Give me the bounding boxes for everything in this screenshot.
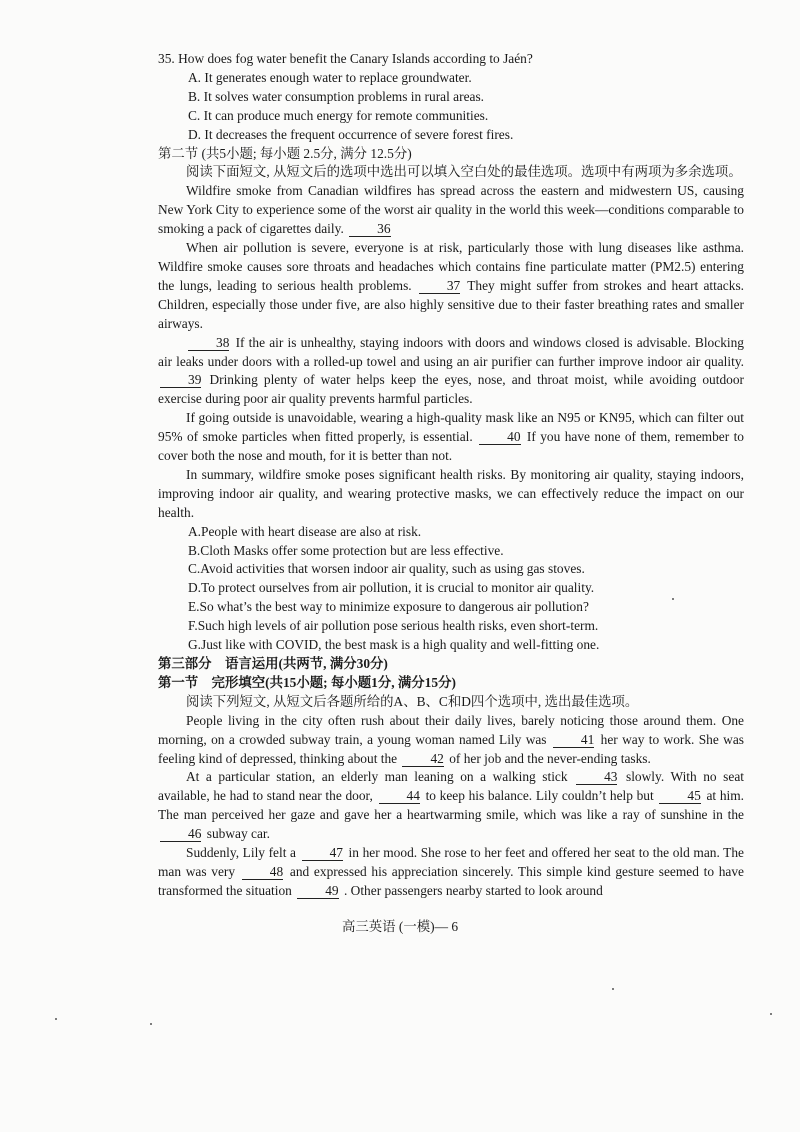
blank-49[interactable]: 49: [297, 884, 338, 899]
question-35-stem: 35. How does fog water benefit the Canary Islands according to Jaén?: [158, 51, 533, 66]
scan-speck: [770, 1013, 772, 1015]
paragraph-text: to keep his balance. Lily couldn’t help but: [421, 788, 658, 804]
paragraph-text: Suddenly, Lily felt a: [186, 845, 300, 861]
part-3-section-1-heading: 第一节 完形填空(共15小题; 每小题1分, 满分15分): [158, 674, 456, 690]
paragraph-text: subway car.: [203, 826, 270, 842]
blank-36[interactable]: 36: [349, 222, 390, 237]
paragraph-text: If the air is unhealthy, staying indoors with doors and windows closed is advisable. Blocking air leaks under doors with a rolled-up towel and using an air purifier can further improve indoor air quality.: [158, 334, 744, 369]
paragraph-text: slowly. With no seat available, he had to stand near the door,: [158, 769, 744, 804]
choice-b: B.Cloth Masks offer some protection but are less effective.: [188, 542, 504, 558]
scan-speck: [672, 598, 674, 600]
blank-48[interactable]: 48: [242, 865, 283, 880]
choice-list: [158, 523, 744, 655]
choice-d: D.To protect ourselves from air pollution, it is crucial to monitor air quality.: [188, 580, 595, 596]
choice-c: C.Avoid activities that worsen indoor air quality, such as using gas stoves.: [188, 561, 585, 577]
paragraph-text: Wildfire smoke from Canadian wildfires has spread across the eastern and midwestern US, causing New York City to experience some of the worst air quality in the world this week—conditions comparable to smoking a pack of cigarettes daily.: [158, 183, 744, 237]
paragraph-text: her way to work. She was feeling kind of depressed, thinking about the: [158, 731, 745, 766]
blank-38[interactable]: 38: [188, 336, 229, 351]
part-3-heading: 第三部分 语言运用(共两节, 满分30分): [158, 656, 388, 671]
blank-39[interactable]: 39: [160, 373, 201, 388]
section-2-instruction: 阅读下面短文, 从短文后的选项中选出可以填入空白处的最佳选项。选项中有两项为多余选项。: [186, 164, 742, 180]
option-a: A. It generates enough water to replace groundwater.: [188, 69, 472, 85]
paragraph-text: When air pollution is severe, everyone is at risk, particularly those with lung diseases like asthma. Wildfire smoke causes sore throats and headaches which contains fine particulate matter (PM2.5) entering the lungs, leading to serious health problems.: [158, 240, 744, 293]
passage-paragraph-3: [158, 334, 744, 410]
blank-43[interactable]: 43: [576, 770, 617, 785]
passage-paragraph-5: [158, 466, 744, 523]
paragraph-text: of her job and the never-ending tasks.: [445, 750, 651, 766]
question-35: [158, 50, 744, 145]
paragraph-text: At a particular station, an elderly man leaning on a walking stick: [186, 769, 575, 785]
choice-e: E.So what’s the best way to minimize exposure to dangerous air pollution?: [188, 599, 589, 615]
option-d: D. It decreases the frequent occurrence of severe forest fires.: [188, 126, 514, 142]
blank-41[interactable]: 41: [553, 733, 594, 748]
passage-paragraph-1: [158, 182, 744, 239]
paragraph-text: Drinking plenty of water helps keep the eyes, nose, and throat moist, while avoiding outdoor exercise during poor air quality prevents harmful particles.: [158, 372, 744, 407]
section-2-heading: 第二节 (共5小题; 每小题 2.5分, 满分 12.5分): [158, 145, 412, 161]
paragraph-text: If you have none of them, remember to cover both the nose and mouth, for it is better than not.: [158, 429, 745, 464]
scan-speck: [612, 988, 614, 990]
blank-47[interactable]: 47: [302, 846, 343, 861]
blank-42[interactable]: 42: [402, 752, 443, 767]
paragraph-text: If going outside is unavoidable, wearing a high-quality mask like an N95 or KN95, which can filter out 95% of smoke particles when fitted properly, is essential.: [158, 410, 744, 445]
option-b: B. It solves water consumption problems in rural areas.: [188, 88, 485, 104]
scan-speck: [55, 1018, 57, 1020]
blank-44[interactable]: 44: [379, 789, 420, 804]
choice-f: F.Such high levels of air pollution pose serious health risks, even short-term.: [188, 618, 599, 634]
cloze-paragraph-1: [158, 712, 744, 769]
scan-speck: [150, 1023, 152, 1025]
cloze-paragraph-3: [158, 844, 744, 901]
paragraph-text: at him. The man perceived her gaze and gave her a heartwarming smile, which was like a ray of sunshine in the: [158, 788, 744, 823]
paragraph-text: They might suffer from strokes and heart attacks. Children, especially those under five, are also highly sensitive due to their faster breathing rates and smaller airways.: [158, 277, 745, 331]
exam-page: [158, 50, 744, 901]
page-footer: 高三英语 (一模)— 6: [341, 919, 459, 934]
paragraph-text: People living in the city often rush about their daily lives, barely noticing those around them. One morning, on a crowded subway train, a young woman named Lily was: [158, 712, 744, 747]
passage-paragraph-4: [158, 409, 744, 466]
blank-45[interactable]: 45: [659, 789, 700, 804]
choice-g: G.Just like with COVID, the best mask is a high quality and well-fitting one.: [188, 637, 600, 653]
passage-paragraph-2: [158, 239, 744, 334]
part-3-instruction: 阅读下列短文, 从短文后各题所给的A、B、C和D四个选项中, 选出最佳选项。: [186, 693, 639, 709]
paragraph-text: . Other passengers nearby started to look around: [340, 882, 603, 898]
blank-37[interactable]: 37: [419, 279, 460, 294]
cloze-paragraph-2: [158, 768, 744, 844]
choice-a: A.People with heart disease are also at risk.: [188, 523, 422, 539]
blank-40[interactable]: 40: [479, 430, 520, 445]
paragraph-text: and expressed his appreciation sincerely. This simple kind gesture seemed to have transformed the situation: [158, 863, 744, 898]
paragraph-text: In summary, wildfire smoke poses significant health risks. By monitoring air quality, staying indoors, improving indoor air quality, and wearing protective masks, we can effectively reduce the impact on our health.: [158, 466, 744, 520]
paragraph-text: in her mood. She rose to her feet and offered her seat to the old man. The man was very: [158, 845, 744, 879]
option-c: C. It can produce much energy for remote communities.: [188, 107, 489, 123]
blank-46[interactable]: 46: [160, 827, 201, 842]
